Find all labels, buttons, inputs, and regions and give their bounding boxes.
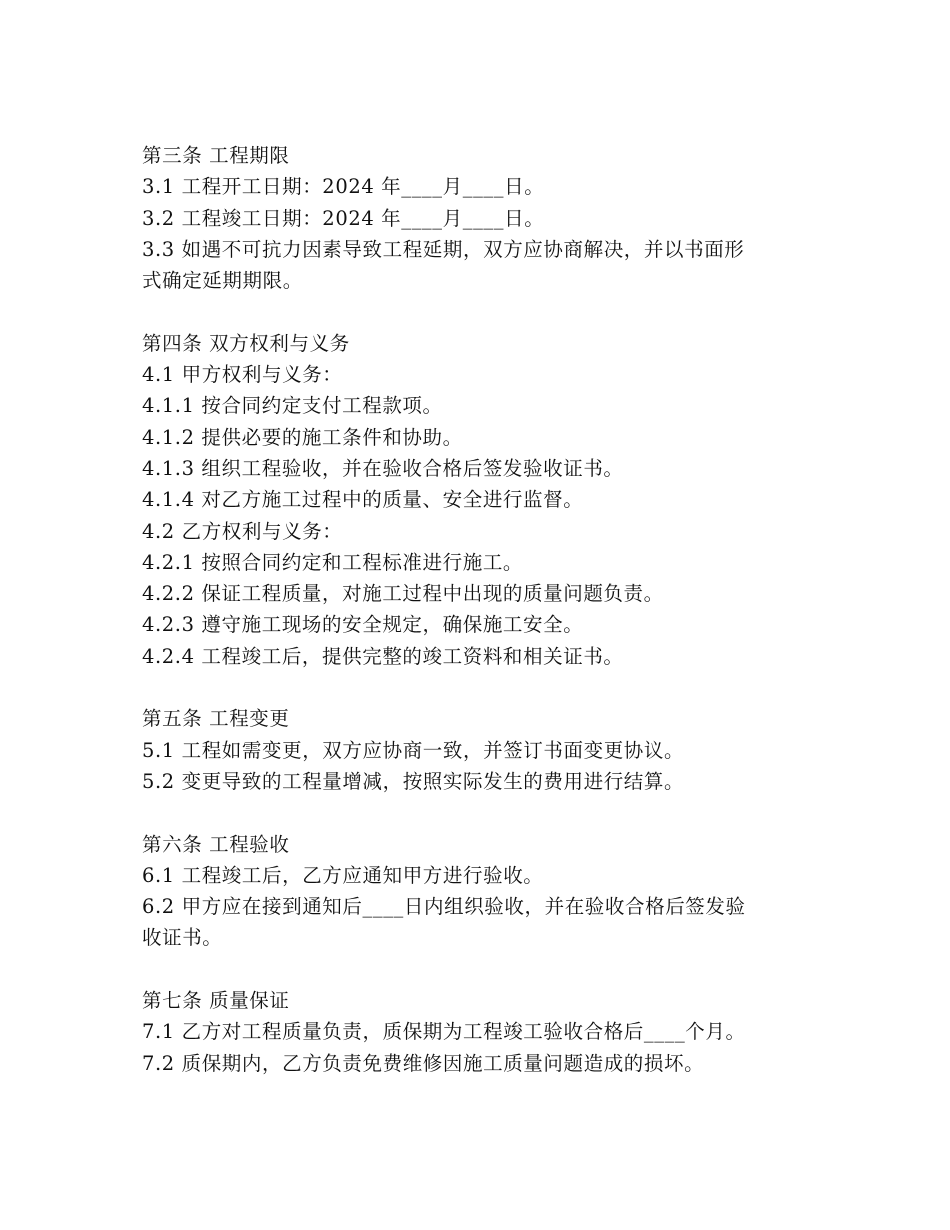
clause-line: 4.2.4 工程竣工后，提供完整的竣工资料和相关证书。: [142, 644, 624, 668]
clause-line: 4.1.2 提供必要的施工条件和协助。: [142, 425, 463, 449]
clause-line: 收证书。: [142, 926, 223, 950]
clause-line: 4.2 乙方权利与义务：: [142, 519, 343, 543]
document-body: [142, 140, 812, 1079]
clause-line: 4.2.1 按照合同约定和工程标准进行施工。: [142, 550, 524, 574]
section-gap: [142, 296, 812, 327]
clause-line: 4.1.4 对乙方施工过程中的质量、安全进行监督。: [142, 488, 584, 512]
clause-line: 4.1.1 按合同约定支付工程款项。: [142, 394, 443, 418]
clause-line: 7.1 乙方对工程质量负责，质保期为工程竣工验收合格后____个月。: [142, 1020, 746, 1044]
clause-line: 6.1 工程竣工后，乙方应通知甲方进行验收。: [142, 863, 544, 887]
section-heading: 第四条 双方权利与义务: [142, 331, 350, 355]
clause-line: 7.2 质保期内，乙方负责免费维修因施工质量问题造成的损坏。: [142, 1051, 705, 1075]
section-heading: 第六条 工程验收: [142, 832, 290, 856]
clause-line: 4.2.2 保证工程质量，对施工过程中出现的质量问题负责。: [142, 582, 664, 606]
section-4: [142, 328, 812, 672]
section-7: [142, 985, 812, 1079]
section-heading: 第五条 工程变更: [142, 707, 290, 731]
section-heading: 第七条 质量保证: [142, 989, 290, 1013]
clause-line: 式确定延期期限。: [142, 269, 303, 293]
section-6: [142, 829, 812, 954]
section-heading: 第三条 工程期限: [142, 144, 290, 167]
clause-line: 4.1.3 组织工程验收，并在验收合格后签发验收证书。: [142, 456, 624, 480]
clause-line: 5.1 工程如需变更，双方应协商一致，并签订书面变更协议。: [142, 738, 685, 762]
clause-line: 6.2 甲方应在接到通知后____日内组织验收，并在验收合格后签发验: [142, 895, 746, 919]
section-gap: [142, 797, 812, 828]
section-5: [142, 703, 812, 797]
clause-line: 3.1 工程开工日期：2024 年____月____日。: [142, 175, 545, 199]
clause-line: 3.3 如遇不可抗力因素导致工程延期，双方应协商解决，并以书面形: [142, 237, 745, 261]
section-3: [142, 140, 812, 296]
clause-line: 4.2.3 遵守施工现场的安全规定，确保施工安全。: [142, 613, 584, 637]
section-gap: [142, 954, 812, 985]
section-gap: [142, 672, 812, 703]
clause-line: 5.2 变更导致的工程量增减，按照实际发生的费用进行结算。: [142, 769, 685, 793]
clause-line: 4.1 甲方权利与义务：: [142, 363, 343, 387]
clause-line: 3.2 工程竣工日期：2024 年____月____日。: [142, 206, 545, 230]
